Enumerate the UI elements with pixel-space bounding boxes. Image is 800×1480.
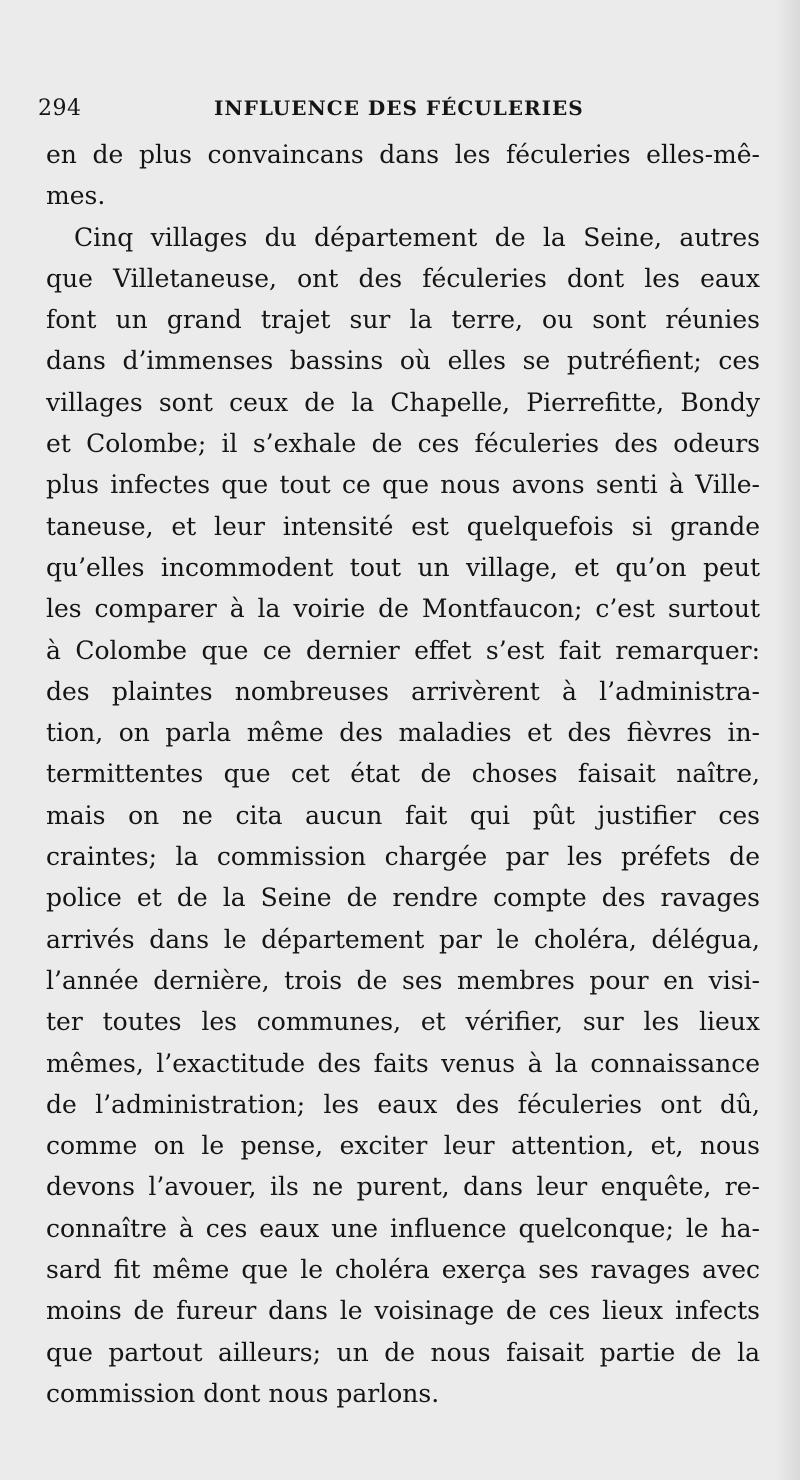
text-line: moins de fureur dans le voisinage de ces lieux infects — [46, 1296, 760, 1326]
text-line: que Villetaneuse, ont des féculeries dont les eaux — [46, 263, 760, 293]
text-line: commission dont nous parlons. — [46, 1378, 440, 1408]
text-line: arrivés dans le département par le choléra, délégua, — [46, 924, 760, 954]
page-header — [38, 96, 598, 126]
text-line: devons l’avouer, ils ne purent, dans leur enquête, re- — [46, 1172, 760, 1202]
body-text — [46, 134, 760, 1414]
text-line: mêmes, l’exactitude des faits venus à la connaissance — [46, 1048, 760, 1078]
text-line: à Colombe que ce dernier effet s’est fait remarquer: — [46, 635, 760, 665]
text-line: que partout ailleurs; un de nous faisait partie de la — [46, 1337, 760, 1367]
text-line: l’année dernière, trois de ses membres pour en visi- — [46, 965, 760, 995]
text-line: dans d’immenses bassins où elles se putréfient; ces — [46, 346, 760, 376]
text-line: tion, on parla même des maladies et des fièvres in- — [46, 718, 760, 748]
text-line: mes. — [46, 181, 106, 211]
text-line: termittentes que cet état de choses faisait naître, — [46, 759, 760, 789]
text-line: sard fit même que le choléra exerça ses ravages avec — [46, 1255, 760, 1285]
running-head: INFLUENCE DES FÉCULERIES — [214, 96, 584, 120]
paragraph-first-line: Cinq villages du département de la Seine, autres — [74, 222, 760, 252]
text-line: police et de la Seine de rendre compte des ravages — [46, 883, 760, 913]
page-number: 294 — [38, 96, 82, 121]
text-line: craintes; la commission chargée par les préfets de — [46, 842, 760, 872]
text-line: font un grand trajet sur la terre, ou sont réunies — [46, 305, 760, 335]
text-line: mais on ne cita aucun fait qui pût justifier ces — [46, 800, 760, 830]
text-line: en de plus convaincans dans les féculeries elles-mê- — [46, 140, 760, 169]
text-line: qu’elles incommodent tout un village, et qu’on peut — [46, 552, 760, 582]
page-edge-shadow — [776, 0, 800, 1480]
text-line: comme on le pense, exciter leur attention, et, nous — [46, 1131, 760, 1161]
text-line: des plaintes nombreuses arrivèrent à l’administra- — [46, 676, 760, 706]
text-line: et Colombe; il s’exhale de ces féculeries des odeurs — [46, 429, 760, 459]
text-line: ter toutes les communes, et vérifier, sur les lieux — [46, 1007, 760, 1037]
text-line: connaître à ces eaux une influence quelconque; le ha- — [46, 1213, 760, 1243]
text-line: taneuse, et leur intensité est quelquefois si grande — [46, 511, 760, 541]
text-line: de l’administration; les eaux des féculeries ont dû, — [46, 1089, 760, 1119]
text-line: les comparer à la voirie de Montfaucon; c’est surtout — [46, 594, 760, 624]
text-line: villages sont ceux de la Chapelle, Pierrefitte, Bondy — [46, 387, 760, 417]
text-line: plus infectes que tout ce que nous avons senti à Ville- — [46, 470, 760, 500]
